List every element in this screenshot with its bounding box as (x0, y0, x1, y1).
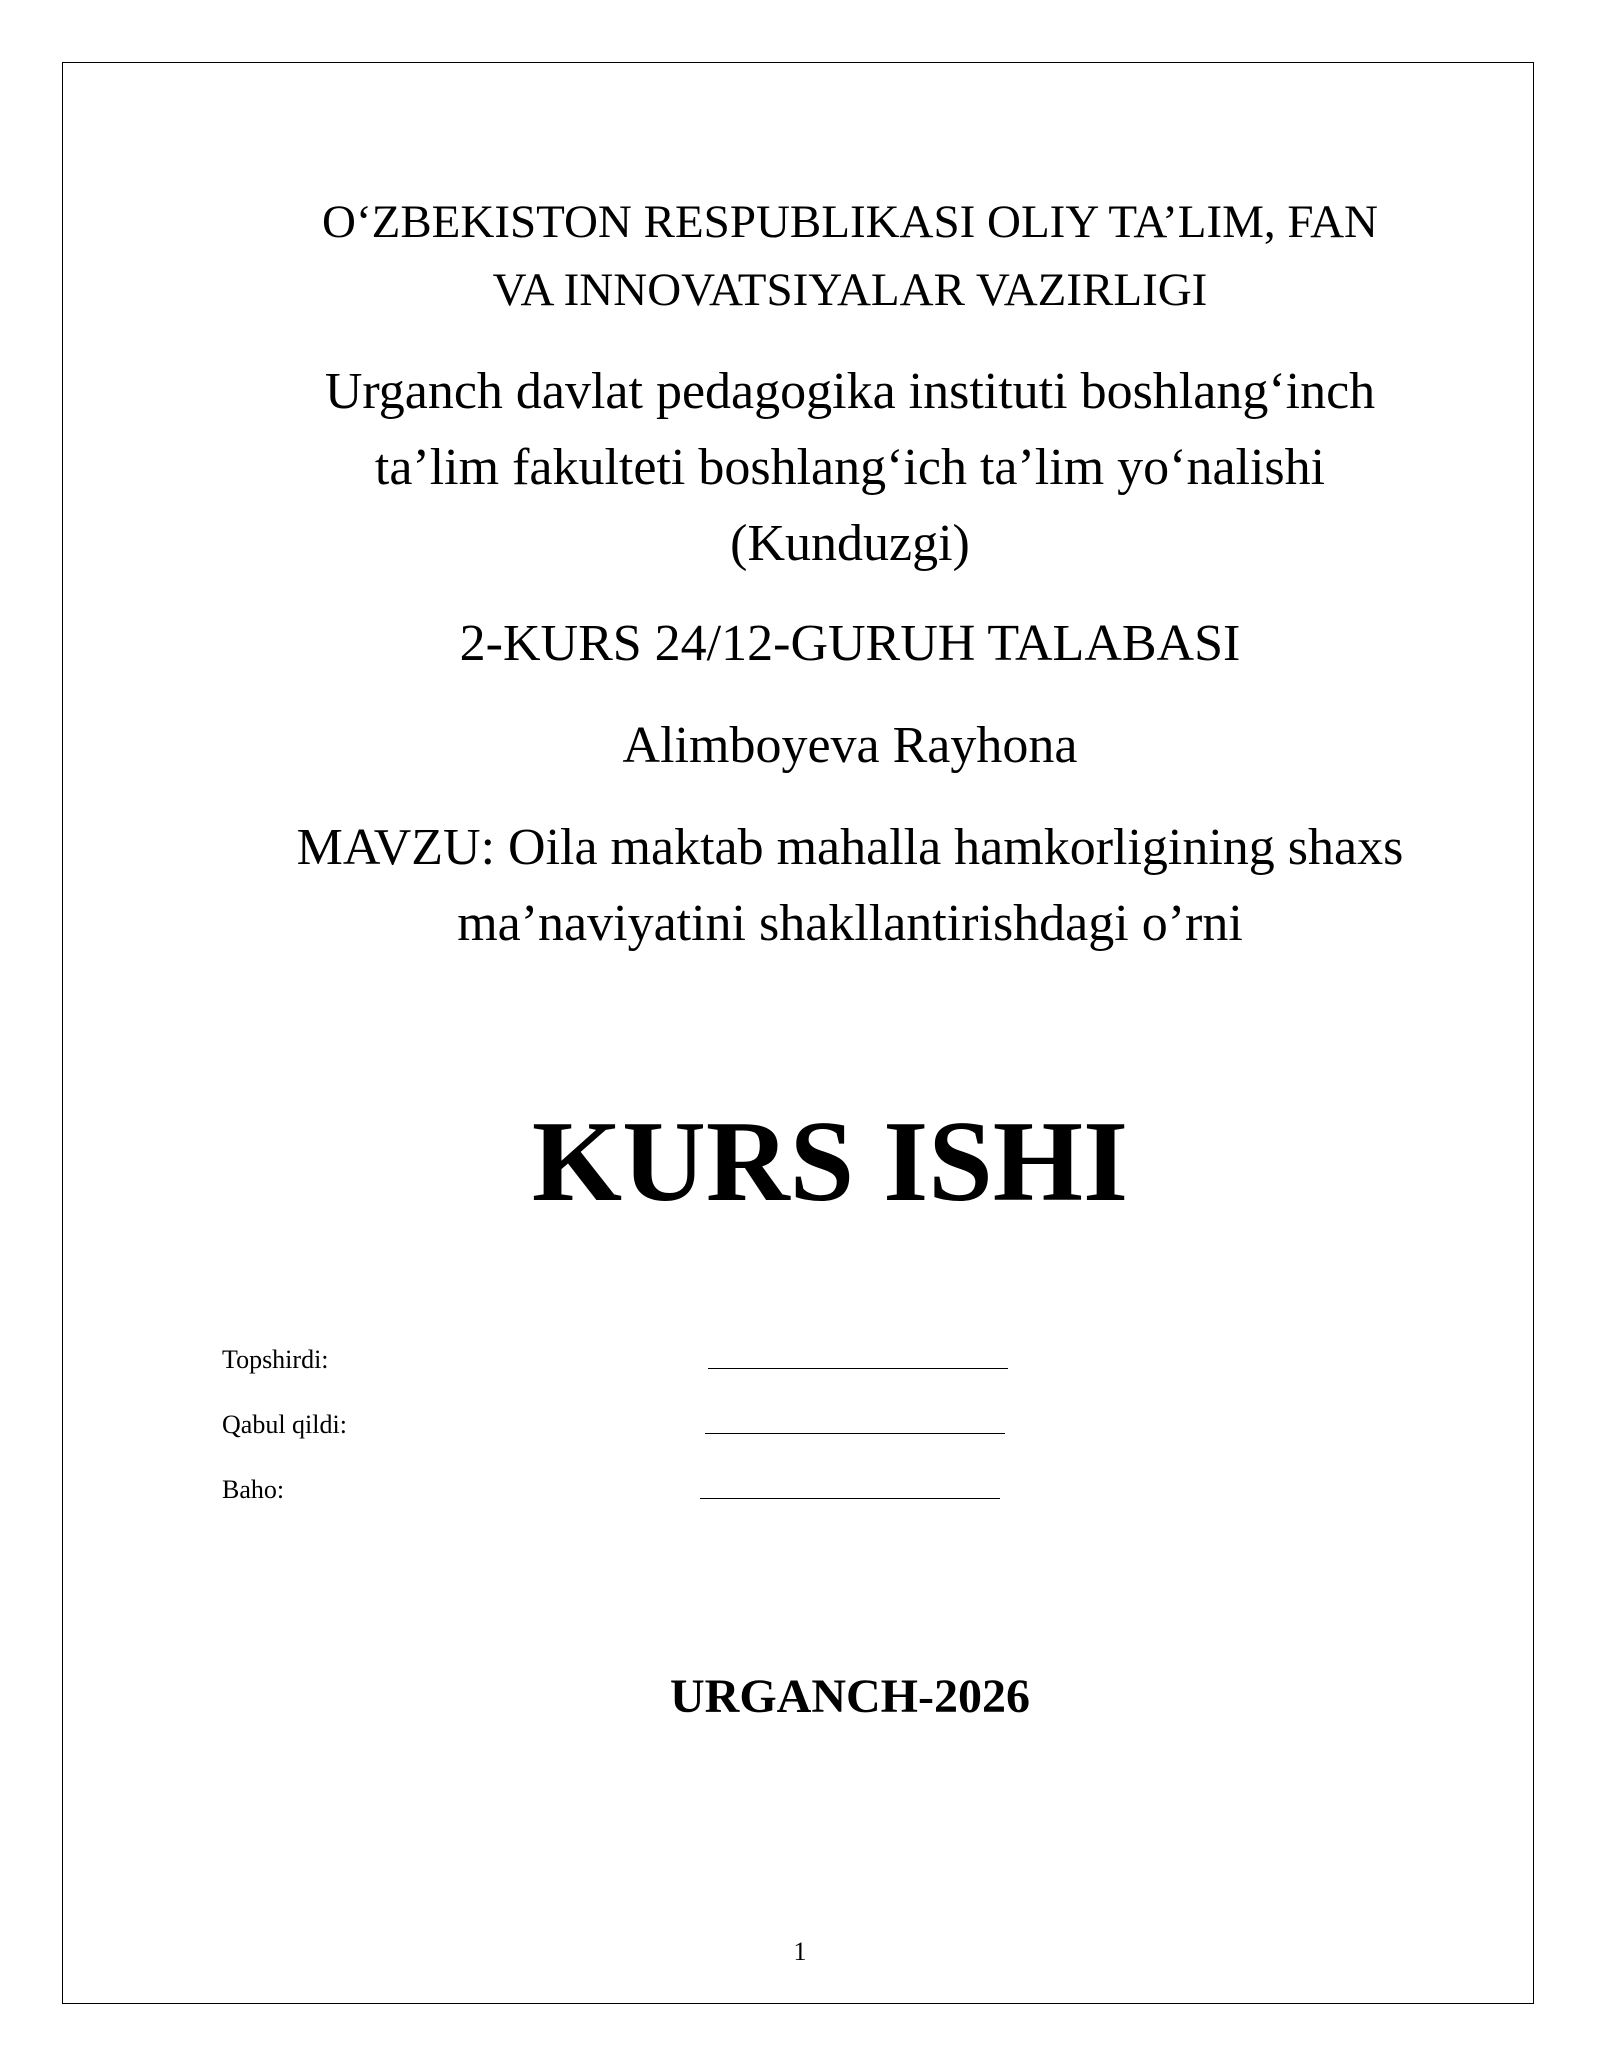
course-group: 2-KURS 24/12-GURUH TALABASI (459, 615, 1241, 672)
grade-row (222, 1470, 1322, 1510)
institute-name (200, 354, 1500, 582)
ministry-title-line: VA INNOVATSIYALAR VAZIRLIGI (492, 264, 1208, 316)
student-name: Alimboyeva Rayhona (622, 717, 1078, 774)
page-number: 1 (793, 1937, 807, 1966)
grade-label: Baho: (222, 1475, 285, 1504)
topic (200, 810, 1500, 962)
accepted-row (222, 1405, 1322, 1445)
submitted-label: Topshirdi: (222, 1345, 329, 1374)
grade-signature-line (700, 1498, 1000, 1499)
ministry-title (200, 188, 1500, 324)
topic-line: ma’naviyatini shakllantirishdagi o’rni (457, 895, 1243, 952)
accepted-signature-line (705, 1433, 1005, 1434)
submitted-row (222, 1340, 1322, 1380)
institute-name-line: Urganch davlat pedagogika instituti boshlang‘inch (324, 363, 1376, 420)
document-type-title: KURS ISHI (531, 1098, 1129, 1226)
ministry-title-line: O‘ZBEKISTON RESPUBLIKASI OLIY TA’LIM, FAN (322, 196, 1378, 248)
institute-name-line: ta’lim fakulteti boshlang‘ich ta’lim yo‘nalishi (374, 439, 1326, 496)
submitted-signature-line (708, 1368, 1008, 1369)
city-year: URGANCH-2026 (670, 1670, 1030, 1723)
study-form: (Kunduzgi) (730, 515, 970, 572)
topic-line: MAVZU: Oila maktab mahalla hamkorligining shaxs (296, 819, 1404, 876)
accepted-label: Qabul qildi: (222, 1410, 347, 1439)
